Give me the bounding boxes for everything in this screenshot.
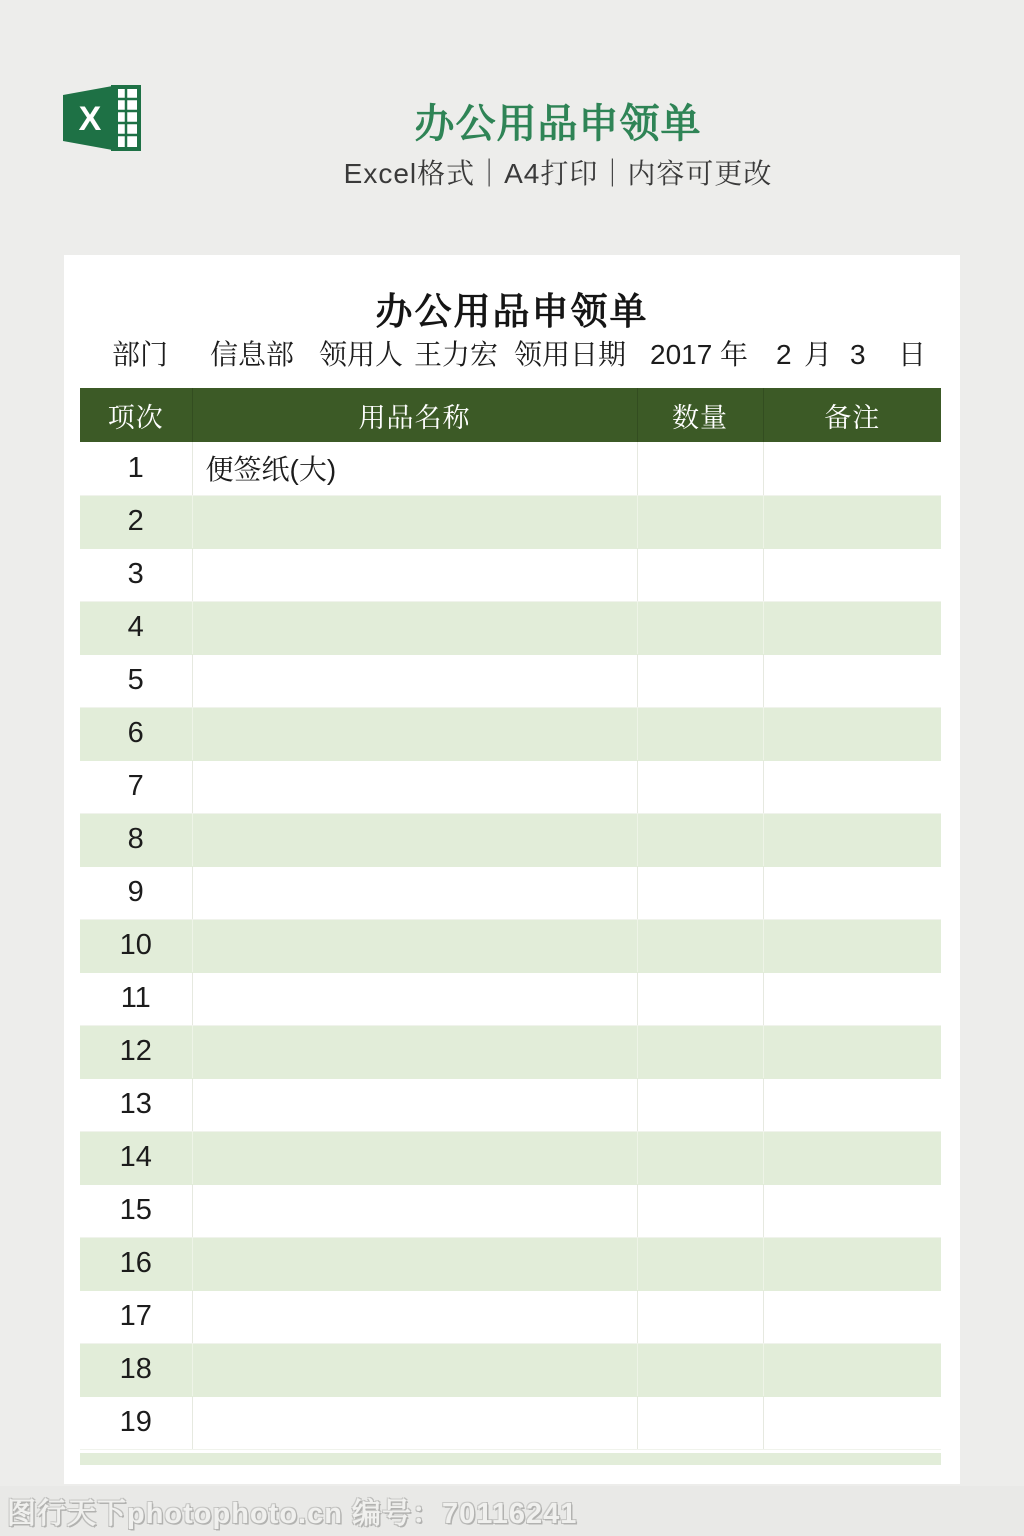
cell-name xyxy=(192,1184,637,1237)
cell-note xyxy=(763,919,941,972)
page-title: 办公用品申领单 xyxy=(414,102,702,146)
cell-note xyxy=(763,1184,941,1237)
cell-name xyxy=(192,1025,637,1078)
cell-qty xyxy=(637,548,763,601)
cell-note xyxy=(763,1131,941,1184)
cell-index: 2 xyxy=(80,495,192,548)
table-row xyxy=(80,1025,941,1078)
cell-index: 1 xyxy=(80,442,192,495)
cell-index: 18 xyxy=(80,1343,192,1396)
cell-qty xyxy=(637,1343,763,1396)
cell-qty xyxy=(637,866,763,919)
cell-qty xyxy=(637,1131,763,1184)
cell-index: 8 xyxy=(80,813,192,866)
cell-name xyxy=(192,1396,637,1449)
cell-note xyxy=(763,813,941,866)
cell-note xyxy=(763,654,941,707)
cell-note xyxy=(763,548,941,601)
table-row xyxy=(80,442,941,495)
supplies-table-body xyxy=(80,442,941,1449)
table-row xyxy=(80,1290,941,1343)
cell-name xyxy=(192,866,637,919)
cell-name xyxy=(192,813,637,866)
table-row xyxy=(80,760,941,813)
cell-note xyxy=(763,495,941,548)
cell-note xyxy=(763,1237,941,1290)
cell-index: 10 xyxy=(80,919,192,972)
cell-name xyxy=(192,548,637,601)
table-row xyxy=(80,919,941,972)
date-day-value: 3 xyxy=(850,339,866,370)
col-header-name: 用品名称 xyxy=(192,388,637,442)
table-row-partial xyxy=(80,1450,941,1465)
cell-qty xyxy=(637,707,763,760)
cell-index: 3 xyxy=(80,548,192,601)
table-row xyxy=(80,707,941,760)
table-row xyxy=(80,601,941,654)
cell-index: 9 xyxy=(80,866,192,919)
cell-note xyxy=(763,866,941,919)
cell-qty xyxy=(637,1237,763,1290)
form-info-row xyxy=(64,337,960,379)
cell-index: 14 xyxy=(80,1131,192,1184)
cell-note xyxy=(763,760,941,813)
cell-qty xyxy=(637,1078,763,1131)
date-year-unit: 年 xyxy=(720,339,749,370)
cell-name xyxy=(192,972,637,1025)
cell-note xyxy=(763,1290,941,1343)
table-row xyxy=(80,866,941,919)
form-card xyxy=(64,255,960,1484)
table-header-row xyxy=(80,388,941,442)
cell-index: 7 xyxy=(80,760,192,813)
cell-index: 19 xyxy=(80,1396,192,1449)
table-row xyxy=(80,654,941,707)
cell-qty xyxy=(637,654,763,707)
table-row xyxy=(80,1078,941,1131)
recipient-label: 领用人 xyxy=(319,339,404,370)
cell-index: 12 xyxy=(80,1025,192,1078)
cell-qty xyxy=(637,1290,763,1343)
cell-name xyxy=(192,1078,637,1131)
cell-index: 6 xyxy=(80,707,192,760)
col-header-qty: 数量 xyxy=(637,388,763,442)
cell-name xyxy=(192,919,637,972)
cell-qty xyxy=(637,972,763,1025)
cell-index: 5 xyxy=(80,654,192,707)
cell-note xyxy=(763,601,941,654)
dept-label: 部门 xyxy=(112,339,169,370)
cell-qty xyxy=(637,601,763,654)
table-row xyxy=(80,972,941,1025)
table-row xyxy=(80,548,941,601)
cell-qty xyxy=(637,813,763,866)
date-month-unit: 月 xyxy=(804,339,833,370)
page-subtitle: Excel格式｜A4打印｜内容可更改 xyxy=(343,158,773,189)
cell-index: 11 xyxy=(80,972,192,1025)
cell-qty xyxy=(637,919,763,972)
cell-name xyxy=(192,1290,637,1343)
cell-note xyxy=(763,1343,941,1396)
col-header-index: 项次 xyxy=(80,388,192,442)
cell-qty xyxy=(637,1396,763,1449)
col-header-note: 备注 xyxy=(763,388,941,442)
table-row xyxy=(80,813,941,866)
cell-qty xyxy=(637,1184,763,1237)
recipient-value: 王力宏 xyxy=(414,339,499,370)
form-title: 办公用品申领单 xyxy=(375,291,649,332)
date-label: 领用日期 xyxy=(514,339,627,370)
cell-note xyxy=(763,1025,941,1078)
cell-note xyxy=(763,1396,941,1449)
table-row xyxy=(80,1396,941,1449)
cell-note xyxy=(763,442,941,495)
cell-name xyxy=(192,1131,637,1184)
cell-index: 16 xyxy=(80,1237,192,1290)
cell-note xyxy=(763,1078,941,1131)
table-row xyxy=(80,1237,941,1290)
cell-name xyxy=(192,654,637,707)
svg-text:X: X xyxy=(78,100,102,138)
footer-bar xyxy=(0,1486,1024,1536)
date-day-unit: 日 xyxy=(898,339,927,370)
cell-qty xyxy=(637,760,763,813)
cell-note xyxy=(763,707,941,760)
table-row xyxy=(80,1184,941,1237)
cell-index: 4 xyxy=(80,601,192,654)
cell-name xyxy=(192,1237,637,1290)
cell-qty xyxy=(637,1025,763,1078)
cell-index: 15 xyxy=(80,1184,192,1237)
cell-index: 17 xyxy=(80,1290,192,1343)
cell-name xyxy=(192,707,637,760)
cell-qty xyxy=(637,495,763,548)
date-year-value: 2017 xyxy=(650,339,713,370)
cell-qty xyxy=(637,442,763,495)
cell-index: 13 xyxy=(80,1078,192,1131)
cell-name xyxy=(192,601,637,654)
table-row xyxy=(80,495,941,548)
watermark-text: 图行天下photophoto.cn 编号：70116241 xyxy=(7,1498,578,1530)
supplies-table xyxy=(80,388,941,1465)
table-row xyxy=(80,1131,941,1184)
cell-name xyxy=(192,1343,637,1396)
cell-name: 便签纸(大) xyxy=(192,442,637,495)
date-month-value: 2 xyxy=(776,339,792,370)
cell-name xyxy=(192,760,637,813)
table-row xyxy=(80,1343,941,1396)
dept-value: 信息部 xyxy=(210,339,295,370)
cell-name xyxy=(192,495,637,548)
cell-note xyxy=(763,972,941,1025)
